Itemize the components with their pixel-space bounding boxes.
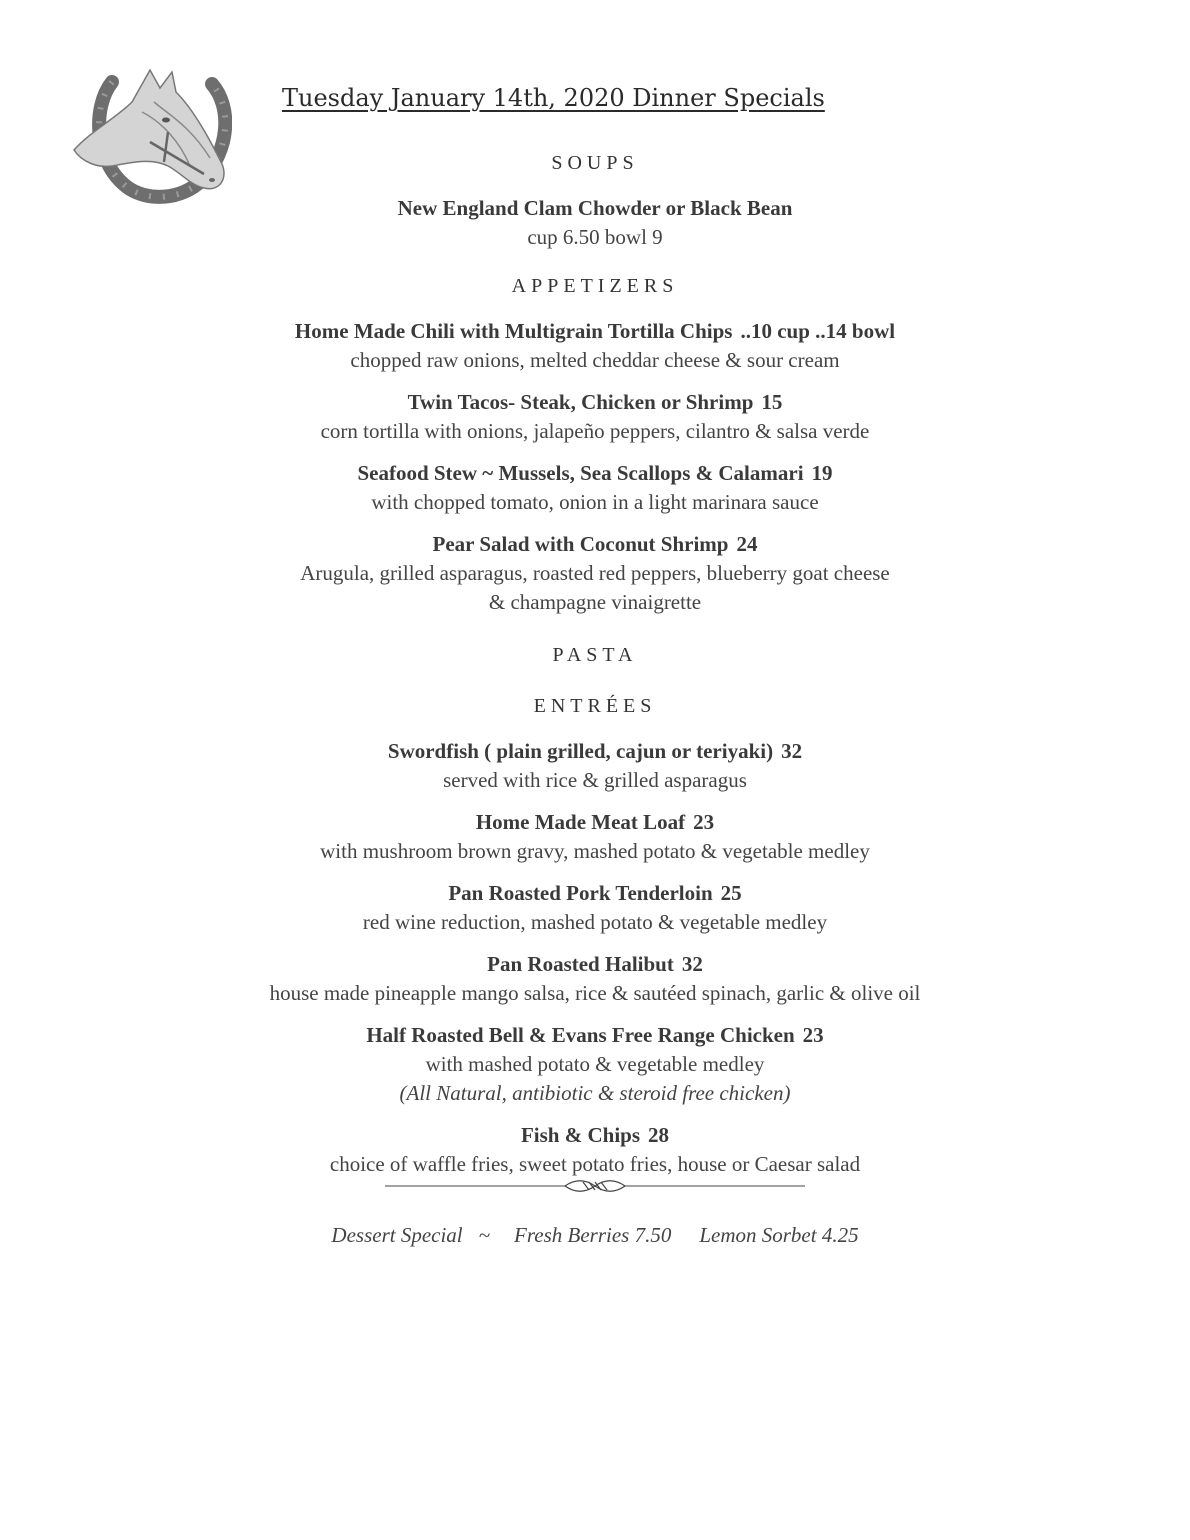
item-description: corn tortilla with onions, jalapeño peppers, cilantro & salsa verde	[320, 419, 870, 443]
item-description: Arugula, grilled asparagus, roasted red peppers, blueberry goat cheese	[300, 561, 890, 585]
item-price: 19	[811, 461, 833, 485]
item-price: 15	[761, 390, 783, 414]
item-description: served with rice & grilled asparagus	[443, 768, 747, 792]
item-description: chopped raw onions, melted cheddar cheese & sour cream	[350, 348, 840, 372]
item-price: 23	[802, 1023, 824, 1047]
dessert-item: Lemon Sorbet 4.25	[699, 1223, 859, 1247]
menu-item	[0, 1021, 1190, 1108]
dessert-separator: ~	[478, 1223, 491, 1247]
item-price: 24	[736, 532, 758, 556]
item-name: Pan Roasted Pork Tenderloin	[448, 881, 713, 905]
dessert-item: Fresh Berries 7.50	[514, 1223, 672, 1247]
item-name: Pear Salad with Coconut Shrimp	[432, 532, 729, 556]
item-name: New England Clam Chowder or Black Bean	[397, 196, 793, 220]
item-description: with chopped tomato, onion in a light marinara sauce	[371, 490, 819, 514]
item-description: cup 6.50 bowl 9	[527, 225, 663, 249]
menu-item	[0, 194, 1190, 252]
item-price: 28	[648, 1123, 670, 1147]
section-heading-appetizers: APPETIZERS	[511, 275, 679, 297]
menu-item	[0, 388, 1190, 446]
item-note: (All Natural, antibiotic & steroid free chicken)	[399, 1081, 791, 1105]
item-description: choice of waffle fries, sweet potato fries, house or Caesar salad	[329, 1152, 861, 1176]
ornamental-divider	[385, 1179, 805, 1193]
item-name: Seafood Stew ~ Mussels, Sea Scallops & Calamari	[357, 461, 804, 485]
item-price: ..10 cup ..14 bowl	[740, 319, 896, 343]
item-name: Half Roasted Bell & Evans Free Range Chicken	[366, 1023, 795, 1047]
item-name: Home Made Meat Loaf	[475, 810, 686, 834]
menu-item	[0, 317, 1190, 375]
menu-item	[0, 737, 1190, 795]
item-price: 32	[681, 952, 703, 976]
item-description: with mushroom brown gravy, mashed potato & vegetable medley	[320, 839, 870, 863]
item-name: Twin Tacos- Steak, Chicken or Shrimp	[407, 390, 754, 414]
item-price: 32	[781, 739, 803, 763]
page-title: Tuesday January 14th, 2020 Dinner Specials	[282, 84, 825, 112]
item-description: with mashed potato & vegetable medley	[425, 1052, 765, 1076]
menu-item	[0, 950, 1190, 1008]
menu-item	[0, 1121, 1190, 1179]
section-heading-soups: SOUPS	[551, 152, 639, 174]
menu-item	[0, 808, 1190, 866]
item-price: 23	[693, 810, 715, 834]
item-name: Fish & Chips	[520, 1123, 641, 1147]
item-name: Home Made Chili with Multigrain Tortilla Chips	[294, 319, 733, 343]
menu-item	[0, 530, 1190, 617]
item-description-continued: & champagne vinaigrette	[488, 590, 702, 614]
item-name: Pan Roasted Halibut	[487, 952, 674, 976]
section-heading-entrees: ENTRÉES	[533, 695, 657, 717]
menu-item	[0, 459, 1190, 517]
item-name: Swordfish ( plain grilled, cajun or teriyaki)	[387, 739, 774, 763]
menu-body	[0, 150, 1190, 1250]
item-description: red wine reduction, mashed potato & vegetable medley	[362, 910, 828, 934]
section-heading-pasta: PASTA	[552, 644, 638, 666]
item-price: 25	[720, 881, 742, 905]
dessert-label: Dessert Special	[331, 1223, 463, 1247]
menu-item	[0, 879, 1190, 937]
dessert-special	[0, 1221, 1190, 1250]
item-description: house made pineapple mango salsa, rice & sautéed spinach, garlic & olive oil	[269, 981, 921, 1005]
